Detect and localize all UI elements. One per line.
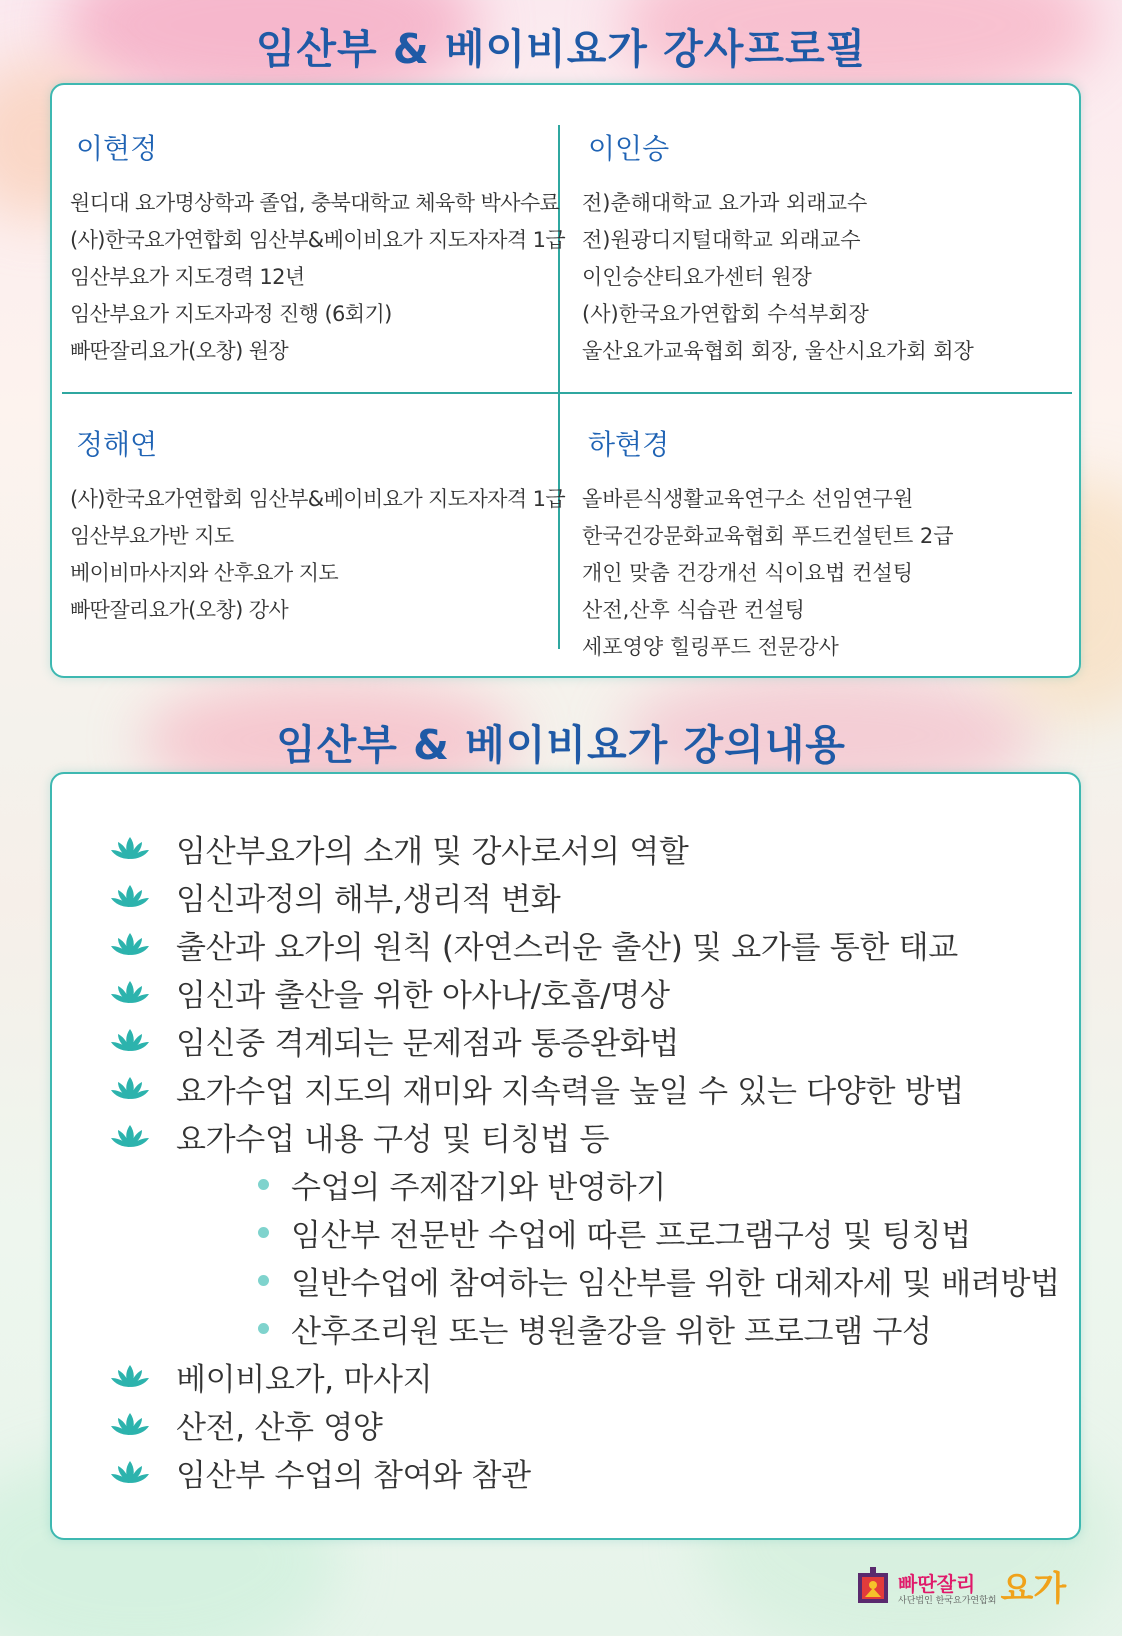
logo-name: 빠딴잘리 (898, 1572, 976, 1596)
list-item (110, 1448, 1060, 1496)
lotus-icon (110, 883, 150, 909)
lotus-icon (110, 1363, 150, 1389)
logo-subtitle: 사단법인 한국요가연합회 (898, 1596, 997, 1606)
instructor-credential: 전)춘해대학교 요가과 외래교수 (582, 191, 868, 215)
item-text: 출산과 요가의 원칙 (자연스러운 출산) 및 요가를 통한 태교 (176, 929, 958, 966)
instructor-credential: 한국건강문화교육협회 푸드컨설턴트 2급 (582, 524, 954, 548)
list-item (110, 1400, 1060, 1448)
instructor-credential: (사)한국요가연합회 임산부&베이비요가 지도자자격 1급 (70, 228, 566, 252)
list-item (110, 1016, 1060, 1064)
instructor-profile (582, 127, 974, 370)
item-text: 임신중 격계되는 문제점과 통증완화법 (176, 1025, 679, 1062)
course-content-list (110, 824, 1060, 1496)
instructor-credential: (사)한국요가연합회 임산부&베이비요가 지도자자격 1급 (70, 487, 566, 511)
list-item (110, 824, 1060, 872)
sub-item-text: 임산부 전문반 수업에 따른 프로그램구성 및 팅칭법 (291, 1217, 971, 1254)
list-item (110, 1064, 1060, 1112)
item-text: 임산부 수업의 참여와 참관 (176, 1457, 531, 1494)
brand-logo (856, 1567, 1066, 1607)
sub-item-text: 산후조리원 또는 병원출강을 위한 프로그램 구성 (291, 1313, 932, 1350)
item-text: 베이비요가, 마사지 (176, 1361, 433, 1398)
instructor-credential: 임산부요가 지도경력 12년 (70, 265, 305, 289)
item-text: 임신과 출산을 위한 아사나/호흡/명상 (176, 977, 670, 1014)
list-item (110, 872, 1060, 920)
bullet-dot-icon (258, 1227, 269, 1238)
list-item (110, 1112, 1060, 1160)
instructor-credential: 베이비마사지와 산후요가 지도 (70, 561, 339, 585)
sub-list-item (258, 1208, 1060, 1256)
lotus-icon (110, 1075, 150, 1101)
sub-list-item (258, 1160, 1060, 1208)
instructor-credential: 임산부요가반 지도 (70, 524, 234, 548)
instructor-credential: 울산요가교육협회 회장, 울산시요가회 회장 (582, 339, 974, 363)
profile-section-title: 임산부 & 베이비요가 강사프로필 (255, 25, 867, 73)
instructor-credential: 빠딴잘리요가(오창) 강사 (70, 598, 289, 622)
instructor-name: 이인승 (588, 132, 670, 165)
instructor-credential: 세포영양 힐링푸드 전문강사 (582, 635, 839, 659)
instructor-profile (70, 423, 565, 629)
lotus-icon (110, 931, 150, 957)
instructor-credential: 올바른식생활교육연구소 선임연구원 (582, 487, 914, 511)
instructor-credential: 임산부요가 지도자과정 진행 (6회기) (70, 302, 392, 326)
sub-item-text: 수업의 주제잡기와 반영하기 (291, 1169, 666, 1206)
item-text: 임신과정의 해부,생리적 변화 (176, 881, 561, 918)
sub-list-item (258, 1256, 1060, 1304)
list-item (110, 1352, 1060, 1400)
bullet-dot-icon (258, 1275, 269, 1286)
instructor-credential: 산전,산후 식습관 컨설팅 (582, 598, 805, 622)
yoga-logo-icon (856, 1567, 890, 1607)
lotus-icon (110, 1411, 150, 1437)
instructor-profile (70, 127, 565, 370)
bullet-dot-icon (258, 1323, 269, 1334)
instructor-credential: 이인승샨티요가센터 원장 (582, 265, 812, 289)
instructor-credential: 원디대 요가명상학과 졸업, 충북대학교 체육학 박사수료 (70, 191, 560, 215)
instructor-credential: 빠딴잘리요가(오창) 원장 (70, 339, 289, 363)
item-text: 요가수업 내용 구성 및 티칭법 등 (176, 1121, 610, 1158)
lotus-icon (110, 979, 150, 1005)
instructor-profile-card (50, 83, 1081, 678)
divider-horizontal (62, 392, 1072, 394)
item-text: 산전, 산후 영양 (176, 1409, 383, 1446)
sub-item-text: 일반수업에 참여하는 임산부를 위한 대체자세 및 배려방법 (291, 1265, 1060, 1302)
content-section-title: 임산부 & 베이비요가 강의내용 (276, 721, 846, 769)
bullet-dot-icon (258, 1179, 269, 1190)
lotus-icon (110, 1027, 150, 1053)
lotus-icon (110, 1459, 150, 1485)
instructor-credential: 전)원광디지털대학교 외래교수 (582, 228, 861, 252)
list-item (110, 968, 1060, 1016)
logo-yoga-text: 요가 (1000, 1569, 1067, 1609)
instructor-name: 하현경 (588, 428, 670, 461)
list-item (110, 920, 1060, 968)
lotus-icon (110, 1123, 150, 1149)
sub-list-item (258, 1304, 1060, 1352)
course-content-card (50, 772, 1081, 1540)
instructor-name: 이현정 (76, 132, 158, 165)
item-text: 요가수업 지도의 재미와 지속력을 높일 수 있는 다양한 방법 (176, 1073, 964, 1110)
instructor-profile (582, 423, 954, 666)
instructor-name: 정해연 (76, 428, 158, 461)
instructor-credential: 개인 맞춤 건강개선 식이요법 컨설팅 (582, 561, 913, 585)
instructor-credential: (사)한국요가연합회 수석부회장 (582, 302, 869, 326)
item-text: 임산부요가의 소개 및 강사로서의 역할 (176, 833, 689, 870)
lotus-icon (110, 835, 150, 861)
